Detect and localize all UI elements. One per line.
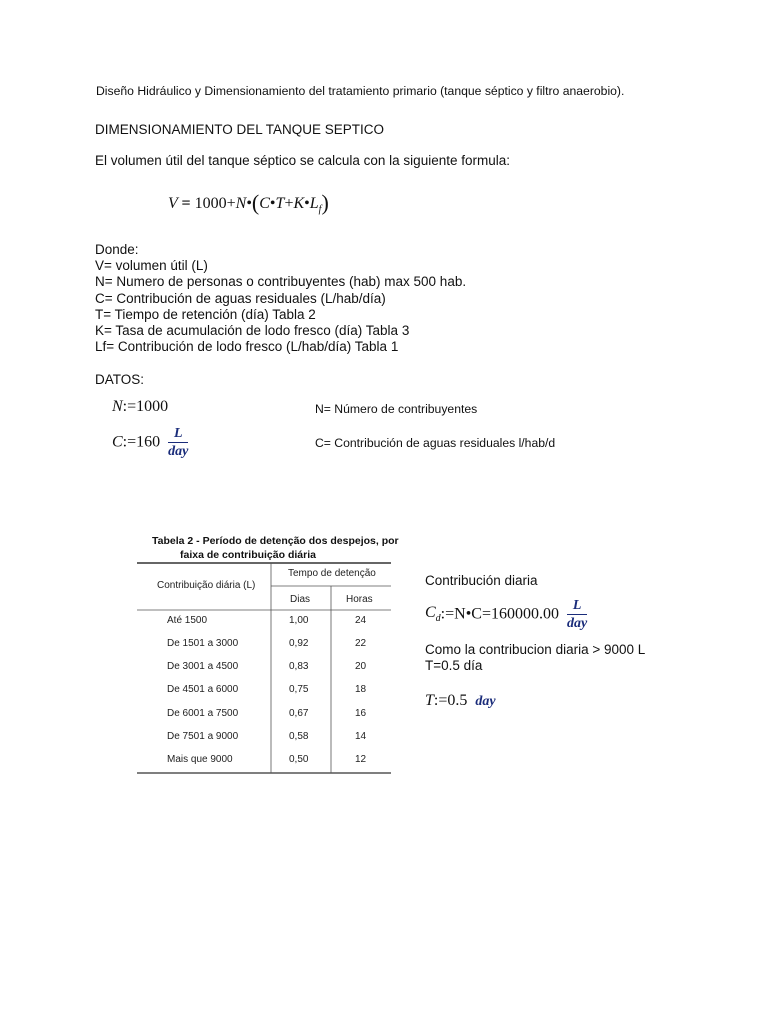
- formula-k: K: [293, 195, 305, 212]
- table-cell-horas: 24: [355, 615, 367, 626]
- table-cell-range: De 6001 a 7500: [167, 708, 239, 719]
- formula-open-paren: (: [251, 190, 260, 215]
- daily-contribution-label: Contribución diaria: [425, 573, 538, 588]
- n-note: N= Número de contribuyentes: [315, 402, 478, 416]
- table-cell-dias: 0,92: [289, 638, 309, 649]
- datos-label: DATOS:: [95, 372, 145, 387]
- definition-line: K= Tasa de acumulación de lodo fresco (día) Tabla 3: [95, 323, 410, 339]
- column-header-dias: Dias: [290, 594, 311, 605]
- t-variable: T: [425, 692, 434, 709]
- definition-line: N= Numero de personas o contribuyentes (hab) max 500 hab.: [95, 274, 467, 290]
- c-value: 160: [136, 433, 161, 451]
- condition-line: Como la contribucion diaria > 9000 L: [425, 642, 646, 657]
- formula-dot: •: [304, 195, 310, 212]
- definition-line: T= Tiempo de retención (día) Tabla 2: [95, 306, 316, 322]
- formula-dot: •: [269, 195, 276, 212]
- table-cell-horas: 16: [355, 708, 367, 719]
- table-cell-range: Até 1500: [167, 615, 208, 626]
- cd-subscript: d: [435, 613, 441, 625]
- table-cell-horas: 20: [355, 661, 367, 672]
- n-value: 1000: [136, 398, 169, 415]
- table-cell-horas: 22: [355, 638, 367, 649]
- table-cell-range: Mais que 9000: [167, 754, 233, 765]
- table-cell-horas: 18: [355, 684, 367, 695]
- table-cell-dias: 0,58: [289, 731, 309, 742]
- table-cell-dias: 0,67: [289, 708, 309, 719]
- formula-close-paren: ): [321, 190, 329, 215]
- table-cell-dias: 0,83: [289, 661, 309, 672]
- c-unit-denominator: day: [168, 444, 189, 459]
- table-title-line: faixa de contribuição diária: [180, 549, 316, 561]
- c-unit-numerator: L: [168, 426, 188, 443]
- assign-operator: :=: [122, 433, 137, 451]
- table-title-line: Tabela 2 - Período de detenção dos despejos, por: [152, 535, 399, 547]
- definition-line: Lf= Contribución de lodo fresco (L/hab/día) Tabla 1: [95, 339, 399, 355]
- t-value: 0.5: [447, 692, 468, 709]
- definitions-list: [95, 242, 466, 355]
- cd-unit-denominator: day: [567, 616, 588, 631]
- formula-sub-f: f: [318, 204, 322, 216]
- document-header: Diseño Hidráulico y Dimensionamiento del tratamiento primario (tanque séptico y filtro anaerobio).: [96, 84, 625, 98]
- n-variable: N: [112, 398, 123, 415]
- table-cell-range: De 1501 a 3000: [167, 638, 239, 649]
- table-cell-dias: 0,75: [289, 684, 309, 695]
- group-header-detention: Tempo de detenção: [288, 568, 376, 579]
- detention-table: [137, 562, 391, 774]
- formula-n: N: [235, 195, 247, 212]
- formula-constant: 1000: [194, 195, 227, 212]
- definition-line: V= volumen útil (L): [95, 258, 208, 274]
- column-header-horas: Horas: [346, 594, 373, 605]
- t-assignment: [425, 692, 496, 710]
- formula-l: L: [309, 195, 319, 212]
- table-title: [152, 534, 399, 562]
- table-cell-horas: 14: [355, 731, 367, 742]
- section-title: DIMENSIONAMIENTO DEL TANQUE SEPTICO: [95, 122, 385, 137]
- formula-t: T: [275, 195, 285, 212]
- table-cell-dias: 1,00: [289, 615, 309, 626]
- n-assignment: [112, 398, 168, 416]
- definition-line: C= Contribución de aguas residuales (L/hab/día): [95, 290, 386, 306]
- table-cell-range: De 3001 a 4500: [167, 661, 239, 672]
- condition-line: T=0.5 día: [425, 658, 483, 673]
- assign-operator: :=: [122, 398, 137, 415]
- formula-c: C: [259, 195, 270, 212]
- assign-operator: :=: [433, 692, 448, 709]
- formula-equals: =: [181, 195, 191, 212]
- table-cell-range: De 7501 a 9000: [167, 731, 239, 742]
- column-header-contribution: Contribuição diária (L): [157, 580, 256, 591]
- volume-formula: [168, 190, 329, 216]
- cd-var-letter: C: [425, 604, 436, 622]
- cd-expression: :=N•C=160000.00: [440, 605, 559, 623]
- cd-unit-numerator: L: [567, 598, 587, 615]
- c-variable: C: [112, 433, 123, 451]
- cd-assignment: [425, 598, 587, 631]
- definition-line: Donde:: [95, 242, 139, 257]
- cd-variable: [425, 604, 441, 625]
- intro-text: El volumen útil del tanque séptico se calcula con la siguiente formula:: [95, 153, 510, 168]
- cd-unit-fraction: [567, 598, 587, 631]
- c-assignment: [112, 426, 188, 459]
- c-note: C= Contribución de aguas residuales l/hab/d: [315, 436, 556, 450]
- formula-dot: •: [246, 195, 252, 212]
- table-cell-horas: 12: [355, 754, 367, 765]
- table-cell-dias: 0,50: [289, 754, 309, 765]
- c-unit-fraction: [168, 426, 188, 459]
- table-cell-range: De 4501 a 6000: [167, 684, 239, 695]
- t-unit: day: [475, 694, 496, 709]
- formula-plus: +: [284, 195, 294, 212]
- formula-plus: +: [226, 195, 236, 212]
- formula-lhs: V: [168, 195, 178, 212]
